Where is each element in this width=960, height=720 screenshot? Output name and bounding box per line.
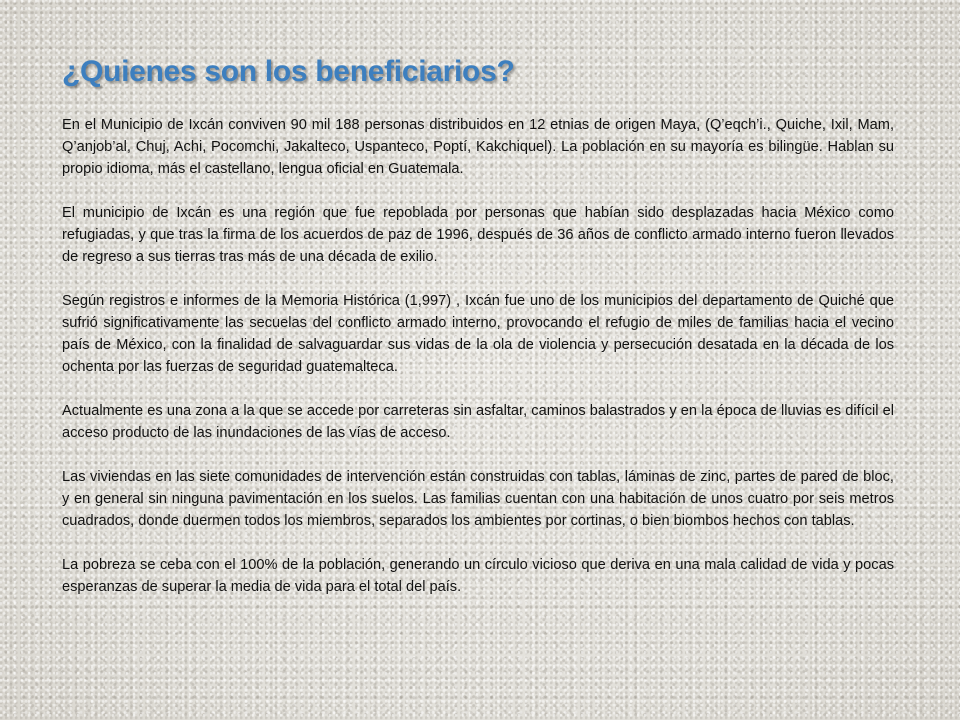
paragraph-housing: Las viviendas en las siete comunidades de intervención están construidas con tablas, láminas de zinc, partes de pared de bloc, y en general sin ninguna pavimentación en los suelos. Las familias cuentan con una habitación de unos cuatro por seis metros cuadrados, donde duermen todos los miembros, separados los ambientes por cortinas, o bien biombos hechos con tablas.: [62, 469, 894, 529]
paragraph-repopulation: El municipio de Ixcán es una región que fue repoblada por personas que habían sido desplazadas hacia México como refugiadas, y que tras la firma de los acuerdos de paz de 1996, después de 36 años de conflicto armado interno fueron llevados de regreso a sus tierras tras más de una década de exilio.: [62, 205, 894, 265]
paragraph-access: Actualmente es una zona a la que se accede por carreteras sin asfaltar, caminos balastrados y en la época de lluvias es difícil el acceso producto de las inundaciones de las vías de acceso.: [62, 403, 894, 441]
paragraph-population: En el Municipio de Ixcán conviven 90 mil 188 personas distribuidos en 12 etnias de origen Maya, (Q’eqch’i., Quiche, Ixil, Mam, Q’anjob’al, Chuj, Achi, Pocomchi, Jakalteco, Uspanteco, Poptí, Kakchiquel). La población en su mayoría es bilingüe. Hablan su propio idioma, más el castellano, lengua oficial en Guatemala.: [62, 117, 894, 177]
paragraph-historical-memory: Según registros e informes de la Memoria Histórica (1,997) , Ixcán fue uno de los municipios del departamento de Quiché que sufrió significativamente las secuelas del conflicto armado interno, provocando el refugio de miles de familias hacia el vecino país de México, con la finalidad de salvaguardar sus vidas de la ola de violencia y persecución desatada en la década de los ochenta por las fuerzas de seguridad guatemalteca.: [62, 293, 894, 375]
paragraph-poverty: La pobreza se ceba con el 100% de la población, generando un círculo vicioso que deriva en una mala calidad de vida y pocas esperanzas de superar la media de vida para el total del país.: [62, 557, 894, 595]
slide-title: ¿Quienes son los beneficiarios?: [62, 55, 515, 88]
slide-body: [62, 114, 894, 598]
